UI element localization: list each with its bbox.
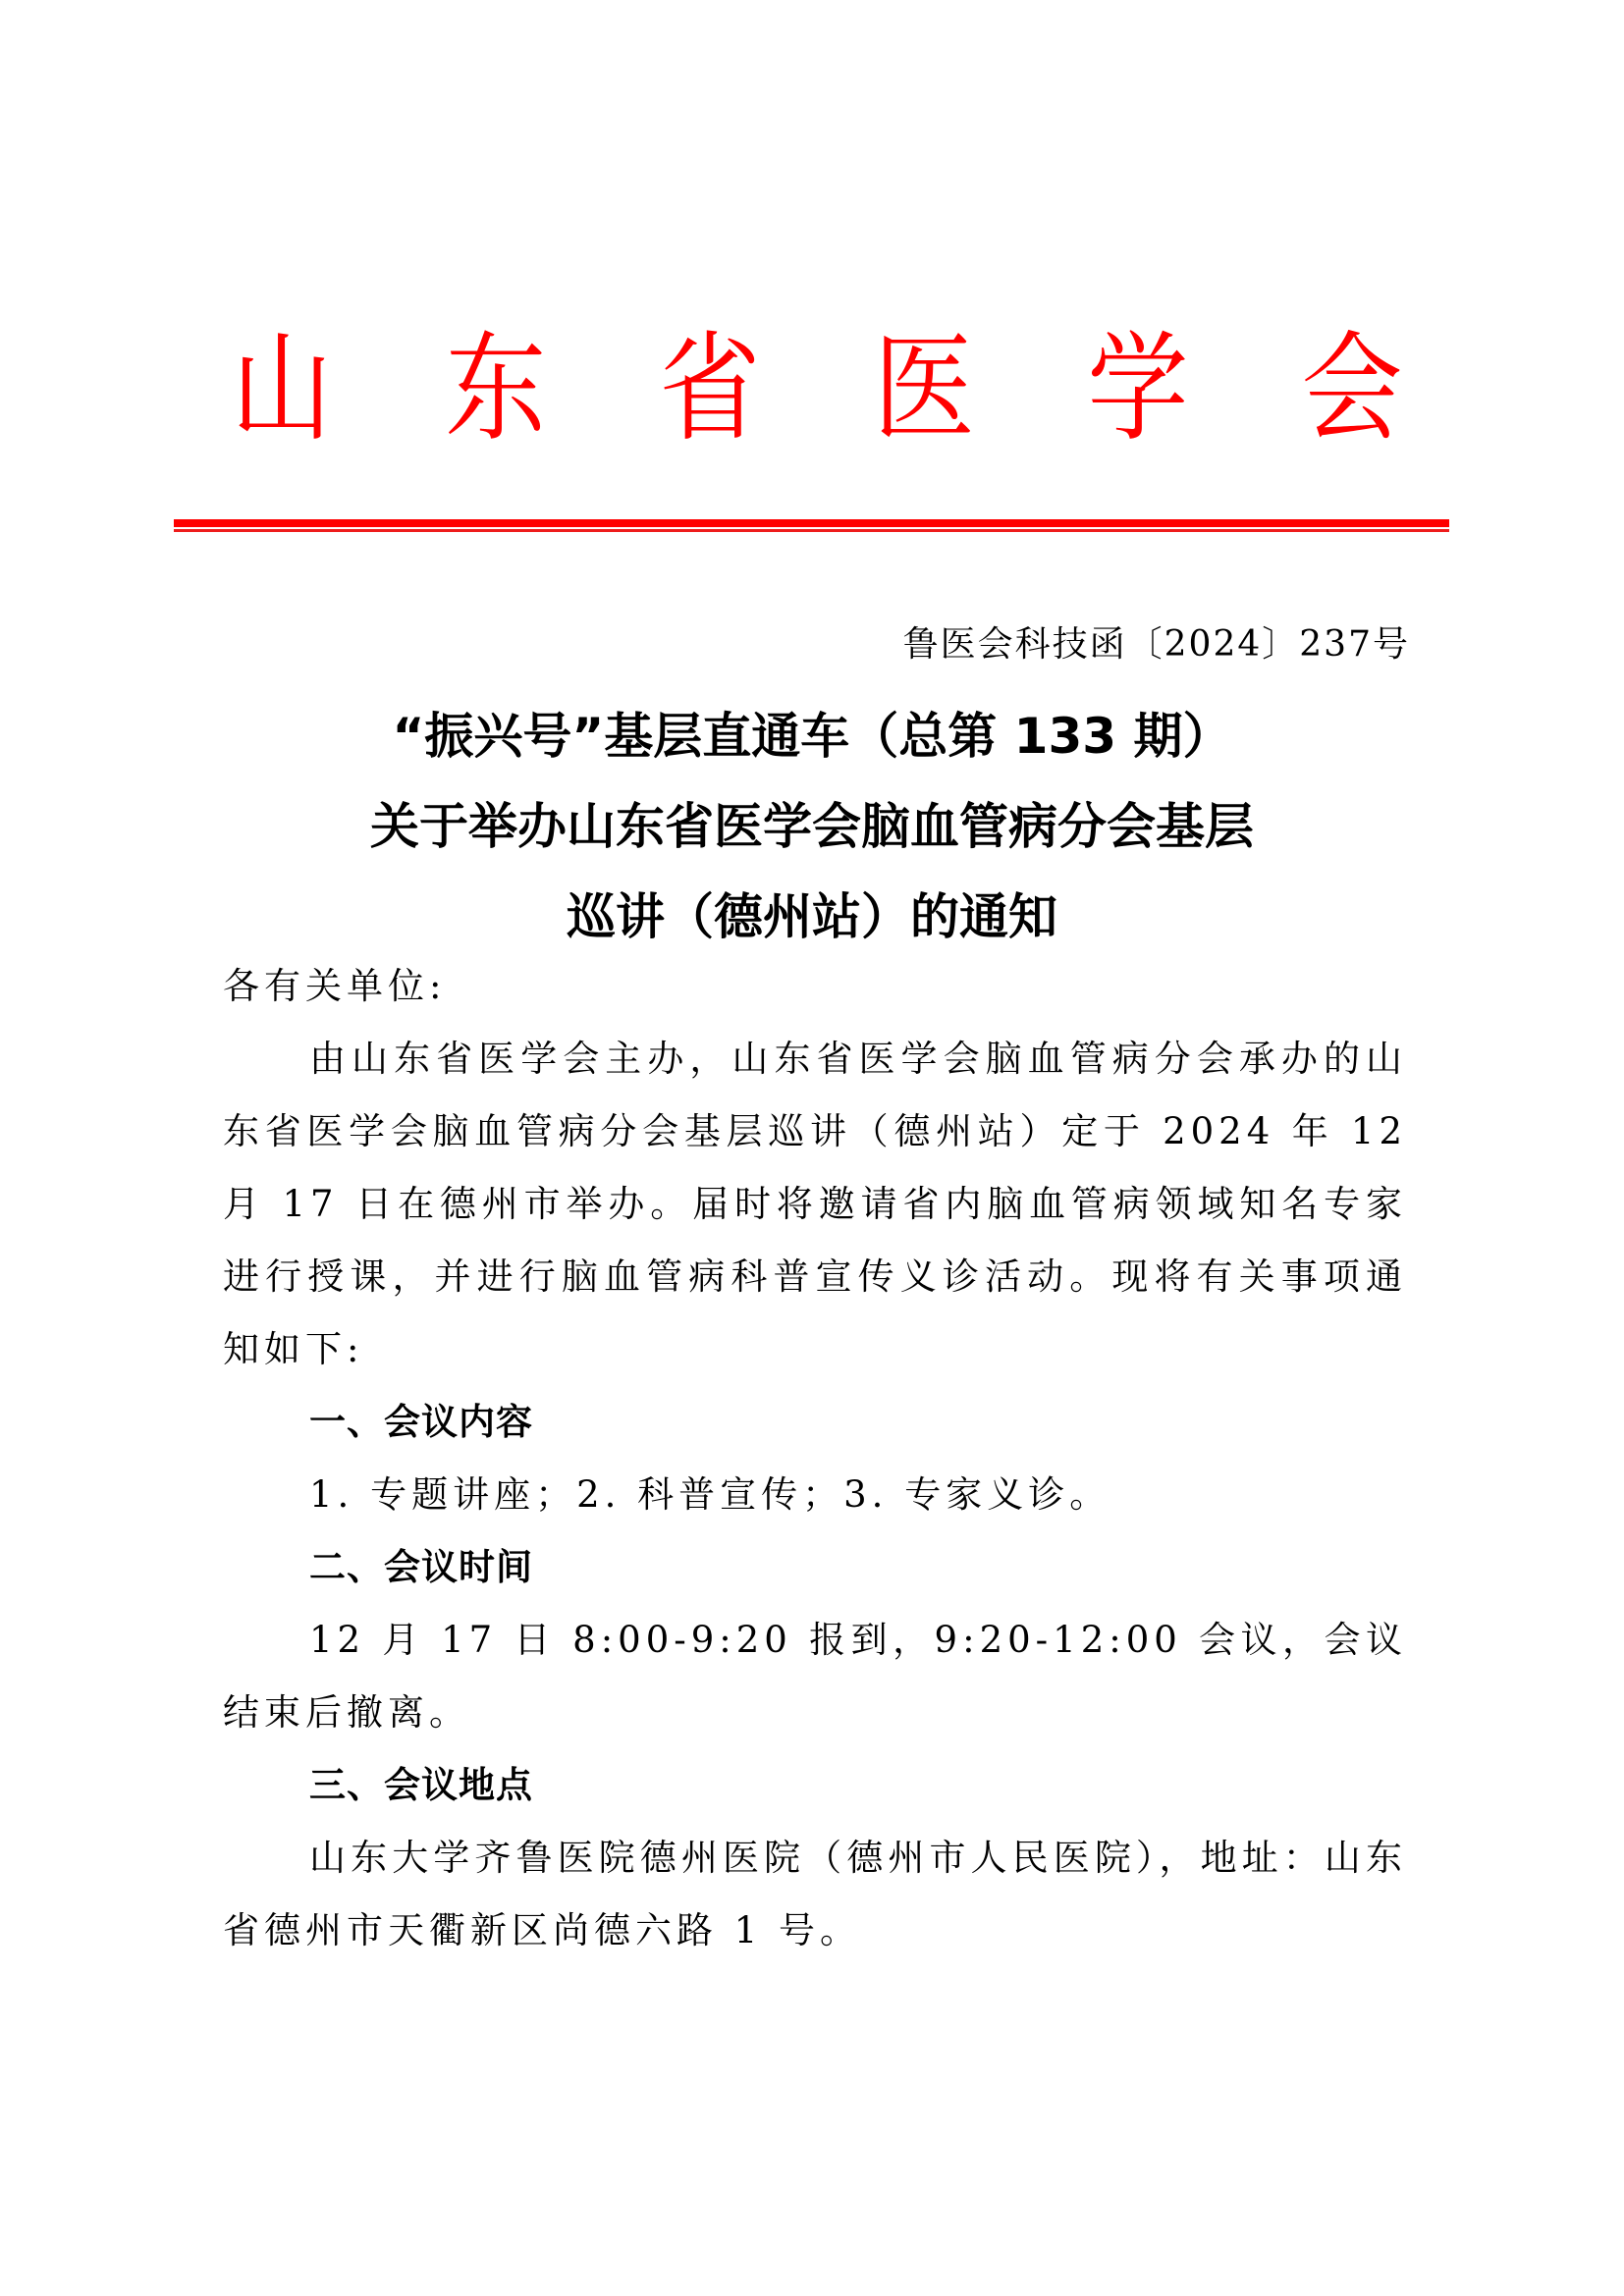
- intro-paragraph: 由山东省医学会主办，山东省医学会脑血管病分会承办的山东省医学会脑血管病分会基层巡讲（德州站）定于 2024 年 12 月 17 日在德州市举办。届时将邀请省内脑血管病领域知名专家进行授课，并进行脑血管病科普宣传义诊活动。现将有关事项通知如下:: [223, 1038, 1407, 1370]
- letterhead-divider-thick: [174, 519, 1449, 527]
- section-text-time: 12 月 17 日 8:00-9:20 报到，9:20-12:00 会议，会议结束后撤离。: [223, 1619, 1407, 1734]
- document-body: [223, 950, 1407, 1967]
- document-title: [177, 691, 1447, 962]
- section-heading-content: 一、会议内容: [309, 1401, 533, 1443]
- section-text-content: 1. 专题讲座；2. 科普宣传；3. 专家义诊。: [309, 1473, 1111, 1516]
- letterhead-char: 东: [445, 321, 547, 457]
- section-heading-location: 三、会议地点: [309, 1764, 533, 1806]
- title-line-2: 关于举办山东省医学会脑血管病分会基层: [370, 798, 1254, 855]
- letterhead-char: 学: [1087, 321, 1189, 457]
- letterhead-char: 省: [659, 321, 761, 457]
- title-line-1: “振兴号”基层直通车（总第 133 期）: [392, 708, 1232, 765]
- letterhead-char: 山: [231, 321, 333, 457]
- section-text-location: 山东大学齐鲁医院德州医院（德州市人民医院），地址：山东省德州市天衢新区尚德六路 1 号。: [223, 1837, 1407, 1951]
- document-number: 鲁医会科技函〔2024〕237号: [902, 624, 1410, 665]
- salutation: 各有关单位:: [223, 965, 447, 1007]
- letterhead-title: [218, 316, 1416, 463]
- section-heading-time: 二、会议时间: [309, 1546, 533, 1588]
- letterhead-divider-thin: [174, 529, 1449, 532]
- letterhead-char: 会: [1301, 321, 1403, 457]
- title-line-3: 巡讲（德州站）的通知: [567, 888, 1057, 945]
- letterhead-char: 医: [873, 321, 975, 457]
